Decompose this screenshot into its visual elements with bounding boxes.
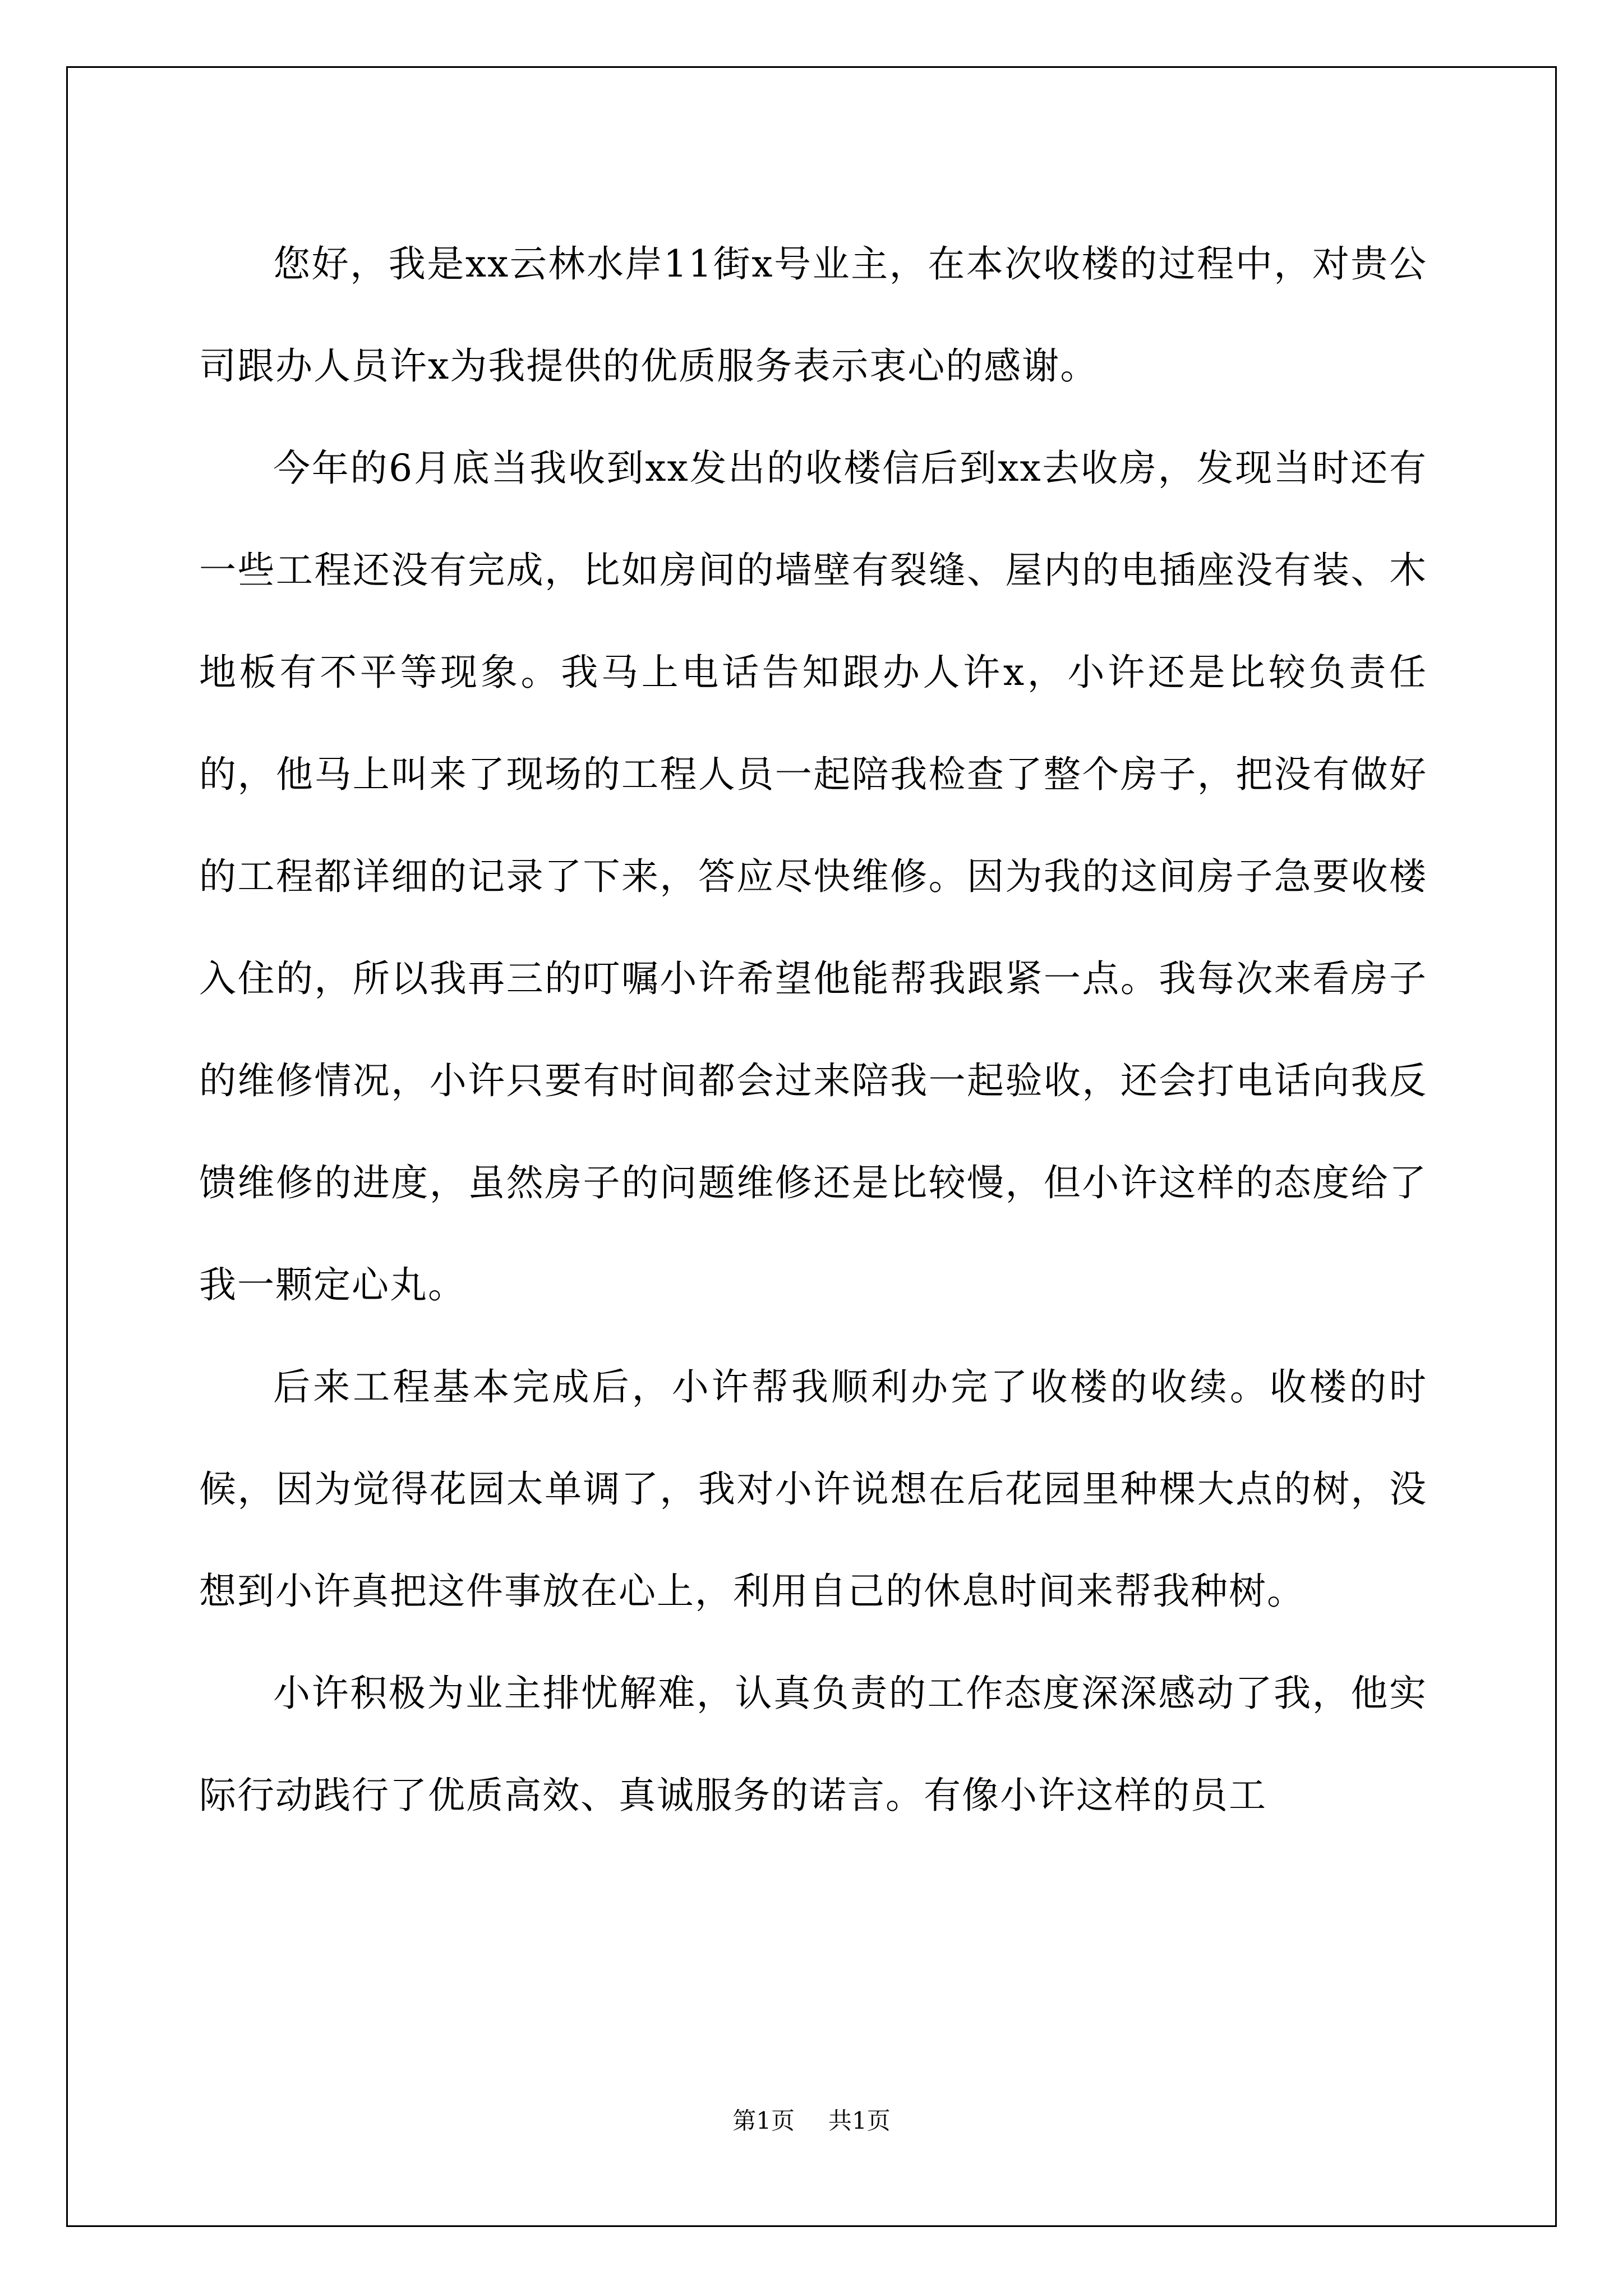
paragraph-1: 您好，我是xx云林水岸11街x号业主，在本次收楼的过程中，对贵公司跟办人员许x为我提供的优质服务表示衷心的感谢。: [199, 242, 1427, 388]
document-body: [199, 213, 1427, 1847]
paragraph-2: 今年的6月底当我收到xx发出的收楼信后到xx去收房，发现当时还有一些工程还没有完成，比如房间的墙壁有裂缝、屋内的电插座没有装、木地板有不平等现象。我马上电话告知跟办人许x，小许还是比较负责任的，他马上叫来了现场的工程人员一起陪我检查了整个房子，把没有做好的工程都详细的记录了下来，答应尽快维修。因为我的这间房子急要收楼入住的，所以我再三的叮嘱小许希望他能帮我跟紧一点。我每次来看房子的维修情况，小许只要有时间都会过来陪我一起验收，还会打电话向我反馈维修的进度，虽然房子的问题维修还是比较慢，但小许这样的态度给了我一颗定心丸。: [199, 447, 1427, 1306]
paragraph-4: 小许积极为业主排忧解难，认真负责的工作态度深深感动了我，他实际行动践行了优质高效、真诚服务的诺言。有像小许这样的员工: [199, 1672, 1427, 1817]
paragraph-3: 后来工程基本完成后，小许帮我顺利办完了收楼的收续。收楼的时候，因为觉得花园太单调了，我对小许说想在后花园里种棵大点的树，没想到小许真把这件事放在心上，利用自己的休息时间来帮我种树。: [199, 1365, 1427, 1613]
page-footer: [0, 2105, 1623, 2137]
page-number-total: 共1页: [828, 2107, 891, 2134]
page-number-current: 第1页: [732, 2107, 795, 2134]
